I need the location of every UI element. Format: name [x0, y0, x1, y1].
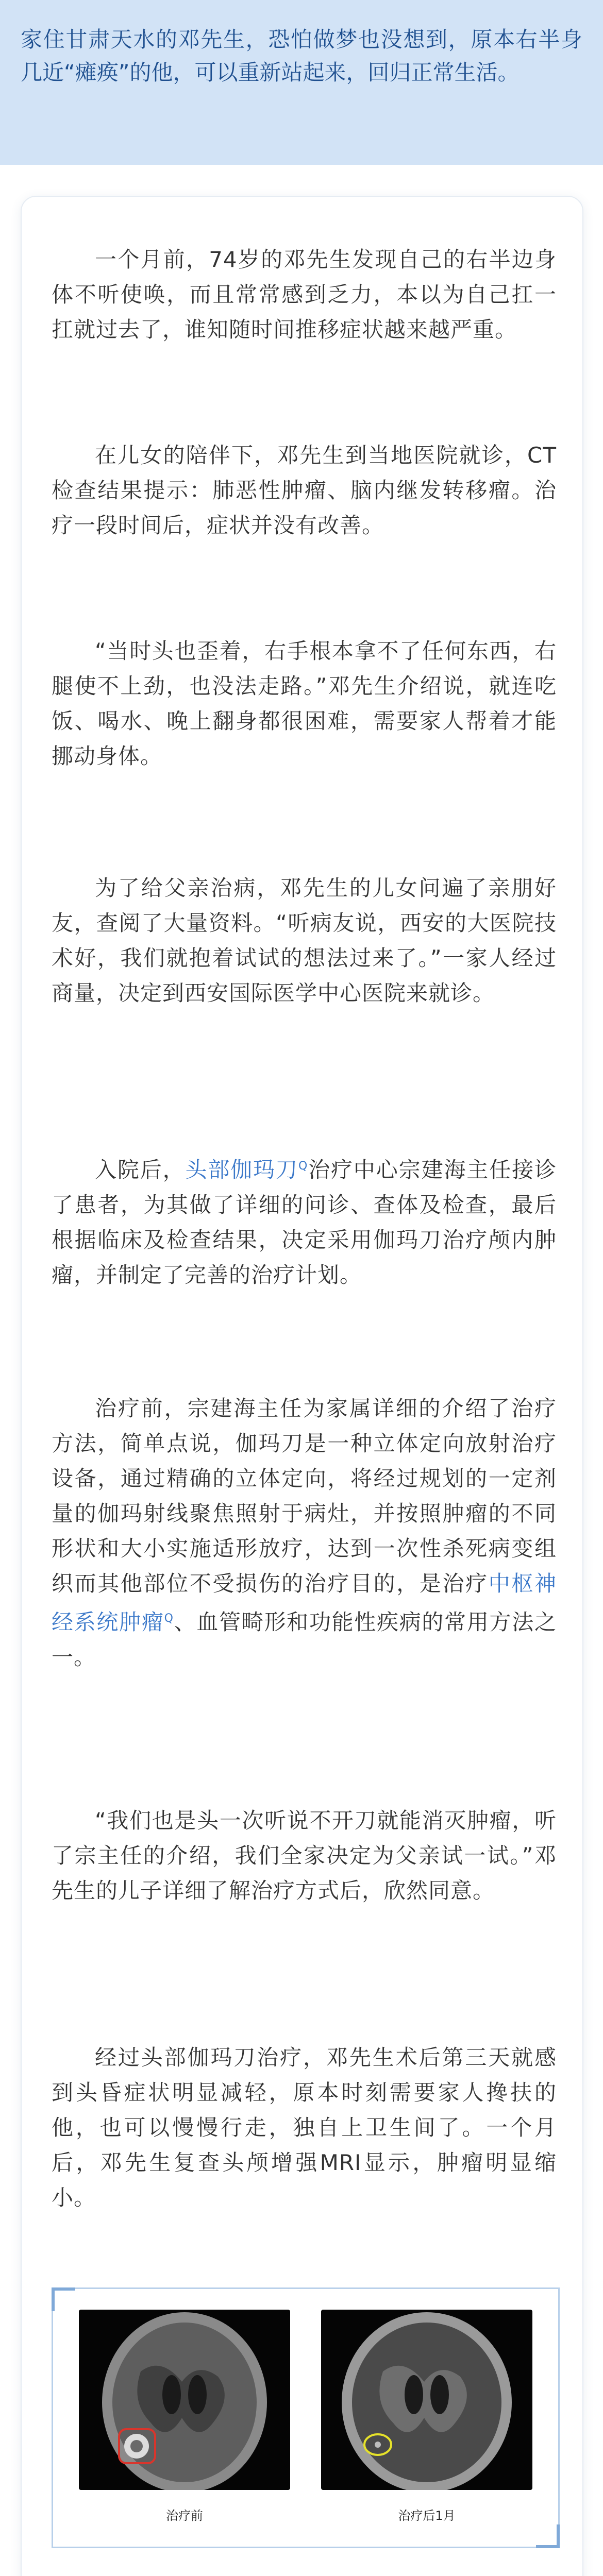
- gamma-knife-link[interactable]: 头部伽玛刀: [185, 1157, 298, 1182]
- paragraph-5-text-b: 治疗中心宗建海主任接诊了患者，为其做了详细的问诊、查体及检查，最后根据临床及检查结果，决定采用伽玛刀治疗颅内肿瘤，并制定了完善的治疗计划。: [52, 1157, 557, 1287]
- scan-caption-before-1: 治疗前: [166, 2509, 203, 2523]
- paragraph-3: “当时头也歪着，右手根本拿不了任何东西，右腿使不上劲，也没法走路。”邓先生介绍说，就连吃饭、喝水、晚上翻身都很困难，需要家人帮着才能挪动身体。: [52, 638, 557, 769]
- intro-banner: [0, 0, 603, 165]
- paragraph-2: 在儿女的陪伴下，邓先生到当地医院就诊，CT检查结果提示：肺恶性肿瘤、脑内继发转移瘤。治疗一段时间后，症状并没有改善。: [52, 443, 557, 538]
- mri-scan-before-1: [79, 2310, 290, 2490]
- article-card: [21, 196, 583, 2576]
- paragraph-5-text-a: 入院后，: [95, 1157, 186, 1182]
- link-search-icon: Q: [164, 1612, 174, 1625]
- paragraph-6-text-b: 、血管畸形和功能性疾病的常用方法之一。: [52, 1609, 557, 1670]
- link-search-icon: Q: [298, 1160, 308, 1173]
- intro-text: 家住甘肃天水的邓先生，恐怕做梦也没想到，原本右半身几近“瘫痪”的他，可以重新站起来，回归正常生活。: [21, 27, 582, 85]
- paragraph-5: [52, 1149, 557, 1293]
- paragraph-1: 一个月前，74岁的邓先生发现自己的右半边身体不听使唤，而且常常感到乏力，本以为自己扛一扛就过去了，谁知随时间推移症状越来越严重。: [52, 247, 557, 342]
- mri-scan-after-1: [321, 2310, 532, 2490]
- paragraph-6-text-a: 治疗前，宗建海主任为家属详细的介绍了治疗方法，简单点说，伽玛刀是一种立体定向放射治疗设备，通过精确的立体定向，将经过规划的一定剂量的伽玛射线聚焦照射于病灶，并按照肿瘤的不同形状和大小实施适形放疗，达到一次性杀死病变组织而其他部位不受损伤的治疗目的，是治疗: [52, 1396, 557, 1596]
- paragraph-7: “我们也是头一次听说不开刀就能消灭肿瘤，听了宗主任的介绍，我们全家决定为父亲试一试。”邓先生的儿子详细了解治疗方式后，欣然同意。: [52, 1808, 557, 1903]
- paragraph-4: 为了给父亲治病，邓先生的儿女问遍了亲朋好友，查阅了大量资料。“听病友说，西安的大医院技术好，我们就抱着试试的想法过来了。”一家人经过商量，决定到西安国际医学中心医院来就诊。: [52, 875, 557, 1006]
- paragraph-6: [52, 1391, 557, 1675]
- scan-caption-after-1: 治疗后1月: [398, 2509, 456, 2523]
- cns-tumor-link[interactable]: 中枢神经系统肿瘤: [52, 1571, 557, 1635]
- mri-comparison-panel-1: [52, 2287, 560, 2548]
- paragraph-8: 经过头部伽玛刀治疗，邓先生术后第三天就感到头昏症状明显减轻，原本时刻需要家人搀扶的他，也可以慢慢行走，独自上卫生间了。一个月后，邓先生复查头颅增强MRI显示，肿瘤明显缩小。: [52, 2045, 557, 2210]
